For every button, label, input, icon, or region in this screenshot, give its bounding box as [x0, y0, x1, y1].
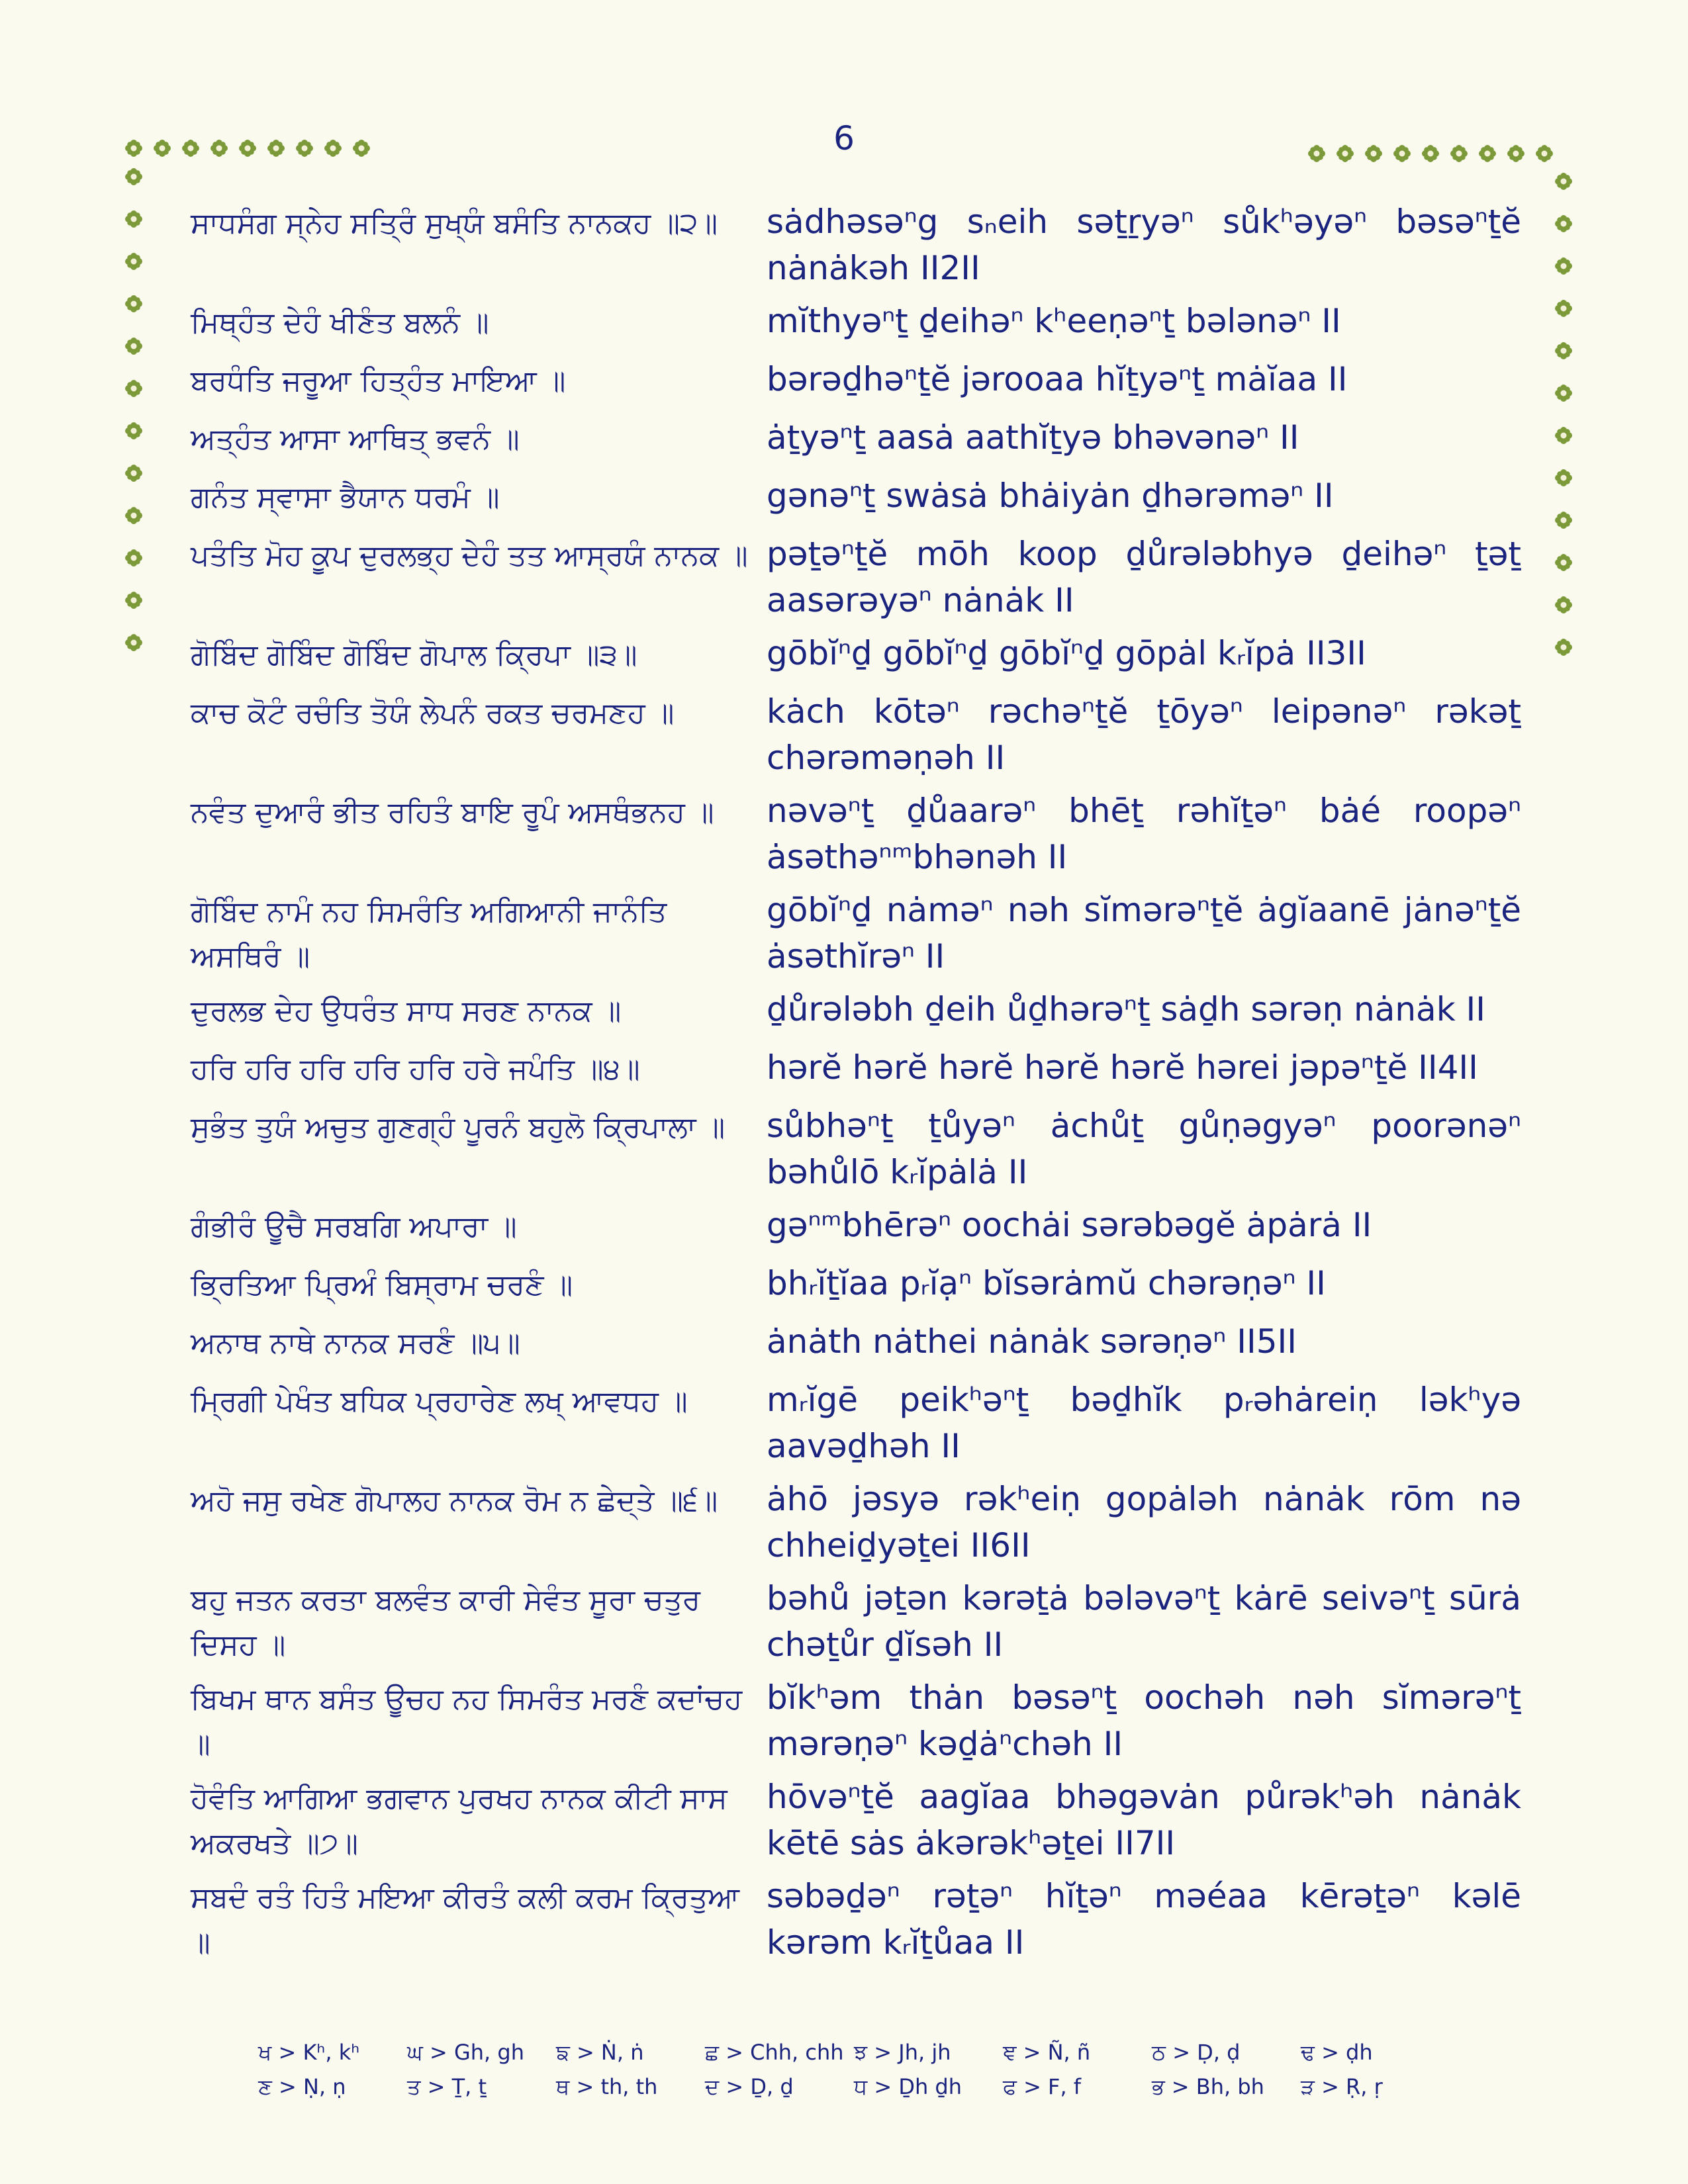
flower-ornament-icon [1554, 638, 1573, 657]
legend-item: ਞ > Ñ, ñ [1003, 2039, 1091, 2065]
flower-ornament-icon [124, 591, 143, 610]
transliteration-line: bəhů jəṯən kərəṯȧ bələvəⁿṯ kȧrē seivəⁿṯ sūrȧ chəṯůr ḏĭsəh II [767, 1579, 1521, 1664]
verse-row [191, 531, 1521, 619]
gurmukhi-line: ਗੋਬਿੰਦ ਗੋਬਿੰਦ ਗੋਬਿੰਦ ਗੋਪਾਲ ਕ੍ਰਿਪਾ ॥੩॥ [191, 638, 637, 672]
legend-item: ਫ > F, f [1003, 2073, 1082, 2099]
gurmukhi-line: ਹਰਿ ਹਰਿ ਹਰਿ ਹਰਿ ਹਰਿ ਹਰੇ ਜਪੰਤਿ ॥੪॥ [191, 1052, 640, 1086]
flower-ornament-icon [352, 139, 371, 158]
legend-row [258, 2035, 1450, 2070]
gurmukhi-line: ਮਿਥ੍ਹੰਤ ਦੇਹੰ ਖੀਣੰਤ ਬਲਨੰ ॥ [191, 306, 489, 340]
verse-row [191, 1377, 1521, 1465]
verse-row [191, 356, 1521, 404]
verse-row [191, 630, 1521, 678]
verse-row [191, 1476, 1521, 1565]
legend-item: ਥ > th, th [556, 2073, 658, 2099]
transliteration-line: sȧdhəsəⁿg sₙeih səṯṟyəⁿ sůkʰəyəⁿ bəsəⁿṯĕ nȧnȧkəh II2II [767, 203, 1521, 287]
flower-ornament-icon [153, 139, 171, 158]
legend-row [258, 2070, 1450, 2104]
transliteration-line: nəvəⁿṯ ḏůaarəⁿ bhēṯ rəhĭṯəⁿ bȧé roopəⁿ ȧsəthəⁿᵐbhənəh II [767, 792, 1521, 876]
legend-item: ੜ > Ṛ, ṛ [1301, 2073, 1383, 2099]
transliteration-line: gōbĭⁿḏ nȧməⁿ nəh sĭmərəⁿṯĕ ȧgĭaanē jȧnəⁿṯĕ ȧsəthĭrəⁿ II [767, 891, 1521, 976]
flower-ornament-icon [124, 295, 143, 313]
verse-row [191, 1044, 1521, 1092]
verse-row [191, 473, 1521, 520]
gurmukhi-line: ਕਾਚ ਕੋਟੰ ਰਚੰਤਿ ਤੋਯੰ ਲੇਪਨੰ ਰਕਤ ਚਰਮਣਹ ॥ [191, 696, 675, 730]
transliteration-line: gəⁿᵐbhērəⁿ oochȧi sərəbəgĕ ȧpȧrȧ II [767, 1206, 1372, 1244]
transliteration-line: bərəḏhəⁿṯĕ jərooaa hĭṯyəⁿṯ mȧĭaa II [767, 360, 1348, 398]
gurmukhi-line: ਮ੍ਰਿਗੀ ਪੇਖੰਤ ਬਧਿਕ ਪ੍ਰਹਾਰੇਣ ਲਖ੍ ਆਵਧਹ ॥ [191, 1385, 688, 1418]
flower-ornament-icon [124, 633, 143, 652]
verse-row [191, 688, 1521, 777]
transliteration-line: ȧnȧth nȧthei nȧnȧk sərəṇəⁿ II5II [767, 1322, 1297, 1361]
verse-row [191, 298, 1521, 345]
transliteration-line: gənəⁿṯ swȧsȧ bhȧiyȧn ḏhərəməⁿ II [767, 477, 1334, 515]
transliteration-line: ḏůrələbh ḏeih ůḏhərəⁿṯ sȧḏh sərəṇ nȧnȧk II [767, 990, 1486, 1028]
legend-item: ਤ > Ṯ, ṯ [407, 2073, 487, 2099]
verse-row [191, 1774, 1521, 1866]
flower-ornament-icon [1554, 596, 1573, 614]
transliteration-line: hōvəⁿṯĕ aagĭaa bhəgəvȧn půrəkʰəh nȧnȧk kētē sȧs ȧkərəkʰəṯei II7II [767, 1778, 1521, 1862]
flower-ornament-icon [124, 464, 143, 482]
flower-ornament-icon [124, 422, 143, 440]
flower-ornament-icon [1554, 384, 1573, 402]
flower-ornament-icon [1554, 257, 1573, 275]
verse-row [191, 414, 1521, 462]
verse-row [191, 887, 1521, 979]
legend-item: ਝ > Jh, jh [854, 2039, 951, 2065]
transliteration-line: bĭkʰəm thȧn bəsəⁿṯ oochəh nəh sĭmərəⁿṯ mərəṇəⁿ kəḏȧⁿchəh II [767, 1678, 1521, 1763]
flower-ornament-icon [1393, 144, 1411, 163]
flower-ornament-icon [1535, 144, 1554, 163]
legend-item: ਖ > Kʰ, kʰ [258, 2039, 360, 2065]
verse-row [191, 1260, 1521, 1308]
legend-item: ਠ > Ḍ, ḍ [1152, 2039, 1241, 2065]
flower-ornament-icon [1336, 144, 1354, 163]
transliteration-line: kȧch kōtəⁿ rəchəⁿṯĕ ṯōyəⁿ leipənəⁿ rəkəṯ chərəməṇəh II [767, 692, 1521, 777]
flower-ornament-icon [1554, 299, 1573, 318]
legend-item: ਢ > ḍh [1301, 2039, 1373, 2065]
transliteration-line: mᵣĭgē peikʰəⁿṯ bəḏhĭk pᵣəhȧreiṇ ləkʰyə aavəḏhəh II [767, 1381, 1521, 1465]
flower-ornament-icon [1554, 214, 1573, 233]
gurmukhi-line: ਦੁਰਲਭ ਦੇਹ ਉਧਰੰਤ ਸਾਧ ਸਰਣ ਨਾਨਕ ॥ [191, 994, 622, 1028]
gurmukhi-line: ਨਵੰਤ ਦੁਆਰੰ ਭੀਤ ਰਹਿਤੰ ਬਾਇ ਰੂਪੰ ਅਸਥੰਭਨਹ ॥ [191, 796, 714, 829]
legend-item: ਘ > Gh, gh [407, 2039, 524, 2065]
gurmukhi-line: ਗੋਬਿੰਦ ਨਾਮੰ ਨਹ ਸਿਮਰੰਤਿ ਅਗਿਆਨੀ ਜਾਨੰਤਿ ਅਸਥਿਰੰ ॥ [191, 895, 667, 974]
flower-ornament-icon [124, 506, 143, 525]
transliteration-line: səbəḏəⁿ rəṯəⁿ hĭṯəⁿ məéaa kērəṯəⁿ kəlē kərəm kᵣĭṯůaa II [767, 1877, 1521, 1962]
flower-ornament-icon [124, 337, 143, 355]
verse-row [191, 199, 1521, 287]
flower-ornament-icon [124, 252, 143, 271]
flower-ornament-icon [1554, 341, 1573, 360]
transliteration-line: mĭthyəⁿṯ ḏeihəⁿ kʰeeṇəⁿṯ bələnəⁿ II [767, 302, 1341, 340]
transliteration-line: ȧṯyəⁿṯ aasȧ aathĭṯyə bhəvənəⁿ II [767, 418, 1299, 457]
gurmukhi-line: ਅਨਾਥ ਨਾਥੇ ਨਾਨਕ ਸਰਣੰ ॥੫॥ [191, 1326, 520, 1360]
gurmukhi-line: ਬਹੁ ਜਤਨ ਕਰਤਾ ਬਲਵੰਤ ਕਾਰੀ ਸੇਵੰਤ ਸੂਰਾ ਚਤੁਰ ਦਿਸਹ ॥ [191, 1583, 701, 1662]
flower-ornament-icon [1507, 144, 1525, 163]
flower-ornament-icon [1554, 426, 1573, 445]
flower-ornament-icon [124, 379, 143, 398]
flower-ornament-icon [1554, 553, 1573, 572]
verse-row [191, 1202, 1521, 1250]
legend-item: ਦ > Ḏ, ḏ [705, 2073, 794, 2099]
flower-ornament-icon [124, 549, 143, 567]
flower-ornament-icon [1364, 144, 1383, 163]
verse-row [191, 986, 1521, 1034]
transliteration-line: hərĕ hərĕ hərĕ hərĕ hərĕ hərei jəpəⁿṯĕ II4II [767, 1048, 1478, 1087]
gurmukhi-line: ਭ੍ਰਿਤਿਆ ਪ੍ਰਿਅੰ ਬਿਸ੍ਰਾਮ ਚਰਣੰ ॥ [191, 1268, 573, 1302]
legend-item: ਧ > Ḏh ḏh [854, 2073, 962, 2099]
gurmukhi-line: ਬਿਖਮ ਥਾਨ ਬਸੰਤ ਊਚਹ ਨਹ ਸਿਮਰੰਤ ਮਰਣੰ ਕਦਾਂਚਹ ॥ [191, 1682, 743, 1761]
gurmukhi-line: ਹੋਵੰਤਿ ਆਗਿਆ ਭਗਵਾਨ ਪੁਰਖਹ ਨਾਨਕ ਕੀਟੀ ਸਾਸ ਅਕਰਖਤੇ ॥੭॥ [191, 1782, 727, 1860]
gurmukhi-line: ਸਬਦੰ ਰਤੰ ਹਿਤੰ ਮਇਆ ਕੀਰਤੰ ਕਲੀ ਕਰਮ ਕ੍ਰਿਤੁਆ ॥ [191, 1881, 740, 1960]
verse-row [191, 788, 1521, 876]
gurmukhi-line: ਬਰਧੰਤਿ ਜਰੂਆ ਹਿਤ੍ਹੰਤ ਮਾਇਆ ॥ [191, 364, 566, 398]
verse-row [191, 1873, 1521, 1966]
verse-row [191, 1575, 1521, 1668]
flower-ornament-icon [124, 210, 143, 228]
flower-ornament-icon [1554, 511, 1573, 529]
transliteration-line: sůbhəⁿṯ ṯůyəⁿ ȧchůṯ gůṇəgyəⁿ poorənəⁿ bəhůlō kᵣĭpȧlȧ II [767, 1107, 1521, 1191]
flower-ornament-icon [324, 139, 342, 158]
legend-item: ਙ > Ṅ, ṅ [556, 2039, 644, 2065]
gurmukhi-line: ਪਤੰਤਿ ਮੋਹ ਕੂਪ ਦੁਰਲਭ੍ਹ ਦੇਹੰ ਤਤ ਆਸ੍ਰਯੰ ਨਾਨਕ ॥ [191, 539, 748, 572]
transliteration-line: gōbĭⁿḏ gōbĭⁿḏ gōbĭⁿḏ gōpȧl kᵣĭpȧ II3II [767, 634, 1366, 672]
transliteration-line: ȧhō jəsyə rəkʰeiṇ gopȧləh nȧnȧk rōm nə chheiḏyəṯei II6II [767, 1480, 1521, 1565]
flower-ornament-icon [1554, 172, 1573, 191]
page-number: 6 [833, 119, 855, 158]
flower-ornament-icon [295, 139, 314, 158]
flower-ornament-icon [210, 139, 228, 158]
flower-ornament-icon [238, 139, 257, 158]
flower-ornament-icon [124, 139, 143, 158]
legend-item: ਛ > Chh, chh [705, 2039, 844, 2065]
flower-ornament-icon [181, 139, 200, 158]
gurmukhi-line: ਗਨੰਤ ਸ੍ਵਾਸਾ ਭੈਯਾਨ ਧਰਮੰ ॥ [191, 480, 500, 514]
gurmukhi-line: ਗੰਭੀਰੰ ਊਚੈ ਸਰਬਗਿ ਅਪਾਰਾ ॥ [191, 1210, 517, 1244]
legend-item: ਣ > Ṇ, ṇ [258, 2073, 346, 2099]
flower-ornament-icon [267, 139, 285, 158]
transliteration-line: bhᵣĭṯĭaa pᵣĭạⁿ bĭsərȧmŭ chərəṇəⁿ II [767, 1264, 1326, 1302]
gurmukhi-line: ਸਾਧਸੰਗ ਸ੍ਨੇਹ ਸਤ੍ਰਿੰ ਸੁਖ੍ਯੰ ਬਸੰਤਿ ਨਾਨਕਹ ॥੨॥ [191, 206, 718, 240]
legend-item: ਭ > Bh, bh [1152, 2073, 1264, 2099]
flower-ornament-icon [1478, 144, 1497, 163]
flower-ornament-icon [1450, 144, 1468, 163]
verse-row [191, 1674, 1521, 1767]
verse-row [191, 1103, 1521, 1191]
transliteration-line: pəṯəⁿṯĕ mōh koop ḏůrələbhyə ḏeihəⁿ ṯəṯ aasərəyəⁿ nȧnȧk II [767, 535, 1521, 619]
flower-ornament-icon [124, 167, 143, 186]
gurmukhi-line: ਅਹੋ ਜਸੁ ਰਖੇਣ ਗੋਪਾਲਹ ਨਾਨਕ ਰੋਮ ਨ ਛੇਦ੍ਤੇ ॥੬॥ [191, 1484, 718, 1518]
gurmukhi-line: ਸੁਭੰਤ ਤੁਯੰ ਅਚੁਤ ਗੁਣਗ੍ਹੰ ਪੂਰਨੰ ਬਹੁਲੋ ਕ੍ਰਿਪਾਲਾ ॥ [191, 1111, 726, 1144]
flower-ornament-icon [1307, 144, 1326, 163]
flower-ornament-icon [1554, 469, 1573, 487]
verse-row [191, 1318, 1521, 1366]
transliteration-legend [258, 2035, 1450, 2104]
gurmukhi-line: ਅਤ੍ਹੰਤ ਆਸਾ ਆਥਿਤ੍ ਭਵਨੰ ॥ [191, 422, 520, 456]
flower-ornament-icon [1421, 144, 1440, 163]
